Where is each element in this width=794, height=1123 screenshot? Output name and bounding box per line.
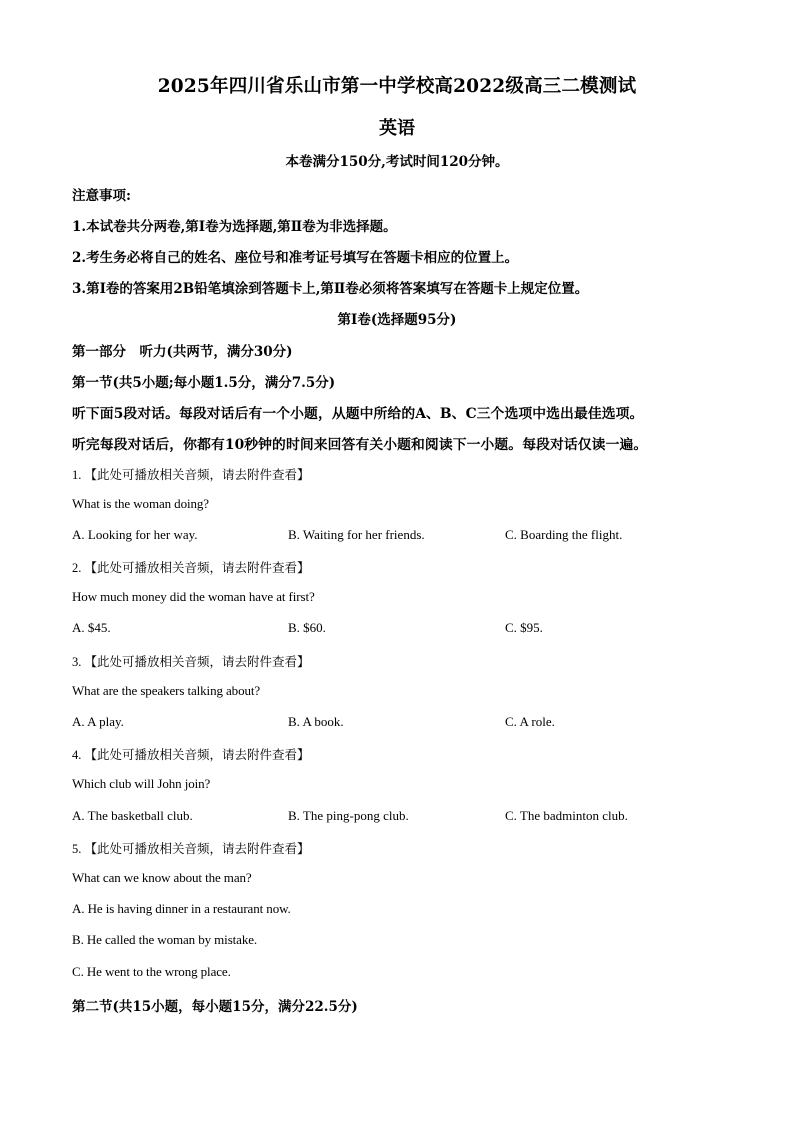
question-4-option-c: C. The badminton club. (505, 808, 628, 823)
question-1-text: What is the woman doing? (72, 496, 209, 511)
question-2-text: How much money did the woman have at first? (72, 589, 315, 604)
question-3-number: 3. (72, 655, 82, 669)
question-4-number: 4. (72, 748, 82, 762)
question-4-option-b: B. The ping-pong club. (288, 808, 409, 823)
note-item-2: 2.考生务必将自己的姓名、座位号和准考证号填写在答题卡相应的位置上。 (72, 250, 519, 266)
audio-note[interactable]: 【此处可播放相关音频，请去附件查看】 (84, 841, 310, 856)
question-5-option-a: A. He is having dinner in a restaurant now. (72, 901, 291, 916)
question-2-number: 2. (72, 561, 82, 575)
note-item-3: 3.第Ⅰ卷的答案用2B铅笔填涂到答题卡上,第Ⅱ卷必须将答案填写在答题卡上规定位置。 (72, 281, 589, 297)
audio-note[interactable]: 【此处可播放相关音频，请去附件查看】 (84, 747, 310, 762)
question-4-text: Which club will John join? (72, 776, 211, 791)
score-info: 本卷满分150分,考试时间120分钟。 (285, 154, 509, 170)
question-3-option-b: B. A book. (288, 714, 344, 729)
instruction-line-2: 听完每段对话后，你都有10秒钟的时间来回答有关小题和阅读下一小题。每段对话仅读一遍。 (72, 437, 648, 453)
note-item-1: 1.本试卷共分两卷,第Ⅰ卷为选择题,第Ⅱ卷为非选择题。 (72, 219, 397, 235)
question-1-option-c: C. Boarding the flight. (505, 527, 623, 542)
question-5-option-c: C. He went to the wrong place. (72, 964, 231, 979)
question-2-option-c: C. $95. (505, 620, 543, 635)
section1-heading: 第一节(共5小题;每小题1.5分，满分7.5分) (72, 375, 336, 391)
question-3-option-a: A. A play. (72, 714, 124, 729)
audio-note[interactable]: 【此处可播放相关音频，请去附件查看】 (84, 560, 310, 575)
question-4-option-a: A. The basketball club. (72, 808, 193, 823)
question-3-text: What are the speakers talking about? (72, 683, 261, 698)
question-2-option-a: A. $45. (72, 620, 111, 635)
question-5-header (72, 839, 310, 857)
question-3-header (72, 652, 310, 670)
question-5-option-b: B. He called the woman by mistake. (72, 932, 258, 947)
question-4-header (72, 745, 310, 763)
question-3-option-c: C. A role. (505, 714, 555, 729)
question-1-option-b: B. Waiting for her friends. (288, 527, 425, 542)
question-2-option-b: B. $60. (288, 620, 326, 635)
audio-note[interactable]: 【此处可播放相关音频，请去附件查看】 (84, 654, 310, 669)
volume1-title: 第Ⅰ卷(选择题95分) (337, 312, 457, 328)
exam-title: 2025年四川省乐山市第一中学校高2022级高三二模测试 (157, 76, 637, 97)
instruction-line-1: 听下面5段对话。每段对话后有一个小题，从题中所给的A、B、C三个选项中选出最佳选项。 (72, 406, 644, 422)
notes-heading: 注意事项: (72, 188, 131, 204)
section2-heading: 第二节(共15小题，每小题15分，满分22.5分) (72, 999, 358, 1015)
question-5-text: What can we know about the man? (72, 870, 252, 885)
question-1-number: 1. (72, 468, 82, 482)
question-1-header (72, 465, 310, 483)
question-1-option-a: A. Looking for her way. (72, 527, 198, 542)
subject-title: 英语 (379, 118, 415, 139)
question-2-header (72, 558, 310, 576)
part1-heading: 第一部分 听力(共两节，满分30分) (72, 344, 293, 360)
question-5-number: 5. (72, 842, 82, 856)
audio-note[interactable]: 【此处可播放相关音频，请去附件查看】 (84, 467, 310, 482)
